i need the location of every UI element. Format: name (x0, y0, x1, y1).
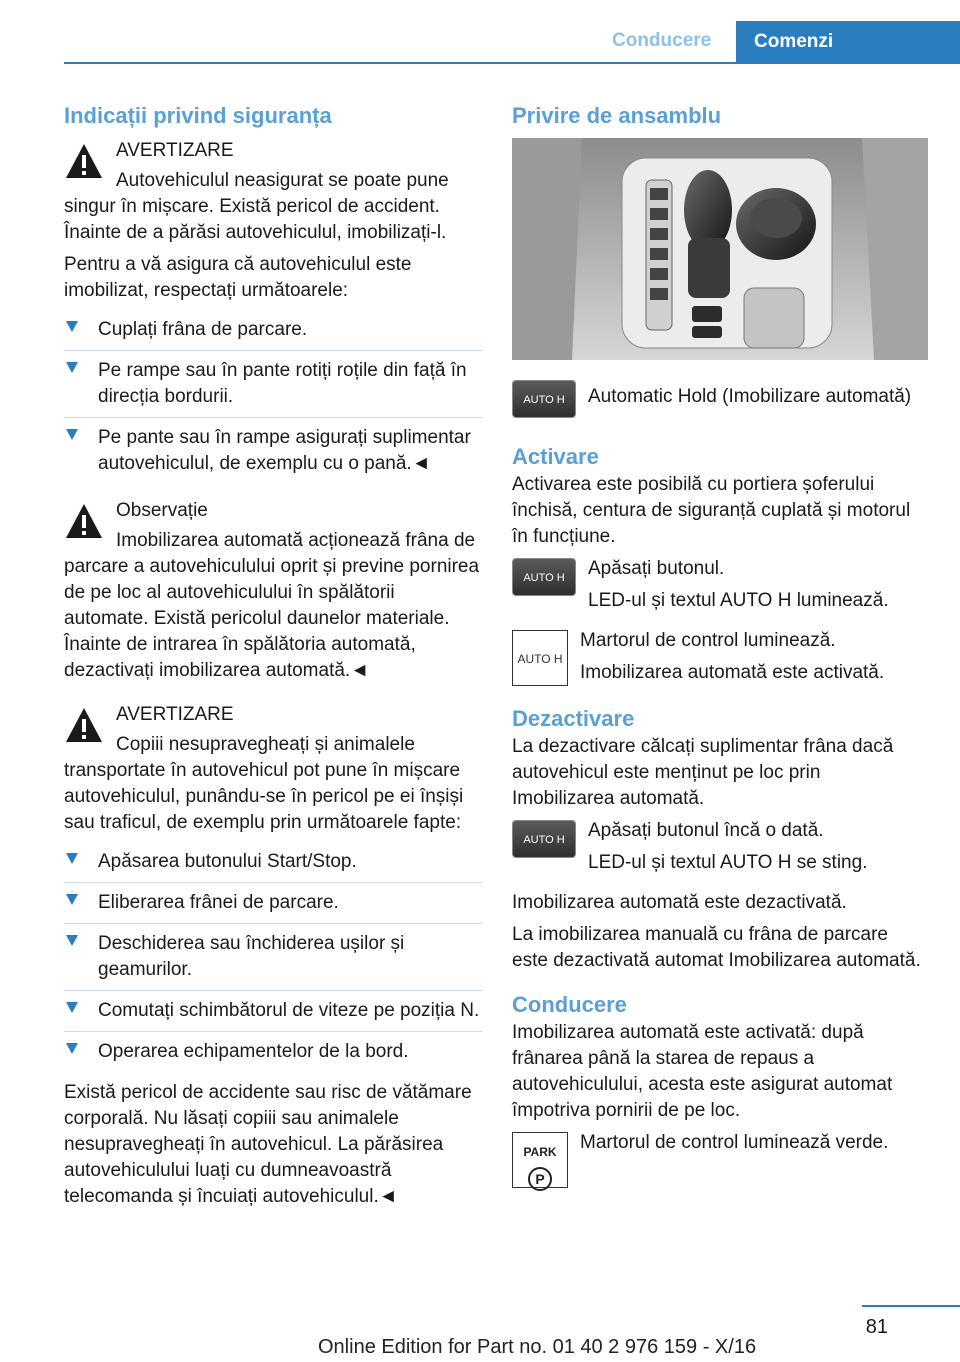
list-item: Apăsarea butonului Start/Stop. (64, 842, 482, 883)
warning-icon (64, 706, 104, 744)
closing-text: Există pericol de accidente sau risc de vătămare corporală. Nu lăsați copiii sau animalele nesupravegheați în autovehicul. La părăsirea autovehiculului luați cu dumneavoastră telecomanda și încuiați autovehiculul.◄ (64, 1082, 472, 1207)
auto-h-button-icon: AUTO H (512, 820, 576, 858)
bullet-icon (66, 1043, 78, 1054)
right-column (512, 100, 928, 1204)
lamp-text: Imobilizarea automată este activată. (580, 662, 885, 683)
bullet-icon (66, 894, 78, 905)
step-text: LED-ul și textul AUTO H se sting. (588, 852, 868, 873)
activate-title: Activare (512, 444, 599, 469)
list-item: Comutați schimbătorul de viteze pe poziția N. (64, 991, 482, 1032)
warning-label: AVERTIZARE (116, 140, 234, 161)
active-tab[interactable]: Comenzi (736, 21, 960, 62)
bullet-icon (66, 429, 78, 440)
lamp-text: Martorul de control luminează verde. (580, 1132, 889, 1153)
console-photo (512, 138, 928, 360)
bullet-icon (66, 935, 78, 946)
page-number: 81 (865, 1316, 888, 1338)
warning-icon (64, 142, 104, 180)
step-text: Apăsați butonul. (588, 558, 725, 579)
edition-footer: Online Edition for Part no. 01 40 2 976 159 - X/16 (318, 1336, 757, 1358)
list-item: Deschiderea sau închiderea ușilor și geamurilor. (64, 924, 482, 991)
activate-lamp-row (512, 628, 928, 688)
list-item: Pe rampe sau în pante rotiți roțile din față în direcția bordurii. (64, 351, 482, 418)
overview-title: Privire de ansamblu (512, 103, 722, 128)
drive-lamp-row (512, 1130, 928, 1190)
bullet-icon (66, 1002, 78, 1013)
drive-text: Imobilizarea automată este activată: după frânarea până la starea de repaus a autovehiculului, acesta este asigurat automat împotriva pornirii de pe loc. (512, 1022, 893, 1121)
step-text: Apăsați butonul încă o dată. (588, 820, 824, 841)
bullet-list-2 (64, 842, 482, 1072)
lamp-text: Martorul de control luminează. (580, 630, 836, 651)
auto-h-button-icon: AUTO H (512, 558, 576, 596)
list-item: Pe pante sau în rampe asigurați suplimentar autovehiculul, de exemplu cu o pană.◄ (64, 418, 482, 484)
list-item: Cuplați frâna de parcare. (64, 310, 482, 351)
warning-icon (64, 502, 104, 540)
left-column (64, 100, 482, 1216)
section-label: Conducere (612, 30, 712, 51)
deactivate-note: La imobilizarea manuală cu frâna de parcare este dezactivată automat Imobilizarea automată. (512, 924, 921, 971)
warning-label: AVERTIZARE (116, 704, 234, 725)
bullet-icon (66, 321, 78, 332)
bullet-icon (66, 853, 78, 864)
bullet-icon (66, 362, 78, 373)
auto-h-button-icon: AUTO H (512, 380, 576, 418)
deactivate-status: Imobilizarea automată este dezactivată. (512, 892, 847, 913)
deactivate-title: Dezactivare (512, 706, 635, 731)
console-illustration (512, 138, 928, 360)
auto-hold-row (512, 378, 928, 426)
activate-text: Activarea este posibilă cu portiera șoferului închisă, centura de siguranță cuplată și motorul în funcțiune. (512, 474, 911, 547)
warning-text: Autovehiculul neasigurat se poate pune singur în mișcare. Există pericol de accident. Înainte de a părăsi autovehiculul, imobilizați-l. (64, 170, 449, 243)
drive-title: Conducere (512, 992, 627, 1017)
warning-block-2 (64, 702, 482, 836)
activate-step-row (512, 556, 928, 614)
deactivate-text: La dezactivare călcați suplimentar frâna dacă autovehicul este menținut pe loc prin Imobilizarea automată. (512, 736, 894, 809)
park-indicator-icon: PARK P (512, 1132, 568, 1188)
list-item: Eliberarea frânei de parcare. (64, 883, 482, 924)
warning-text: Copiii nesupravegheați și animalele transportate în autovehicul pot pune în mișcare autovehiculul, punându-se în pericol pe ei înșiși sau traficul, de exemplu prin următoarele fapte: (64, 734, 464, 833)
bullet-list-1 (64, 310, 482, 484)
step-text: LED-ul și textul AUTO H luminează. (588, 590, 889, 611)
auto-hold-label: Automatic Hold (Imobilizare automată) (588, 386, 912, 407)
intro-text: Pentru a vă asigura că autovehiculul este imobilizat, respectați următoarele: (64, 254, 412, 301)
deactivate-step-row (512, 818, 928, 876)
note-text: Imobilizarea automată acționează frâna de parcare a autovehiculului oprit și previne pornirea de pe loc al autovehiculului în spălătorii automate. Există pericolul daunelor materiale. Înainte de intrarea în spălătoria automată, dezactivați imobilizarea automată.◄ (64, 530, 480, 681)
auto-h-indicator-icon: AUTO H (512, 630, 568, 686)
note-label: Observație (116, 500, 208, 521)
list-item: Operarea echipamentelor de la bord. (64, 1032, 482, 1072)
safety-title: Indicații privind siguranța (64, 103, 332, 128)
note-block (64, 498, 482, 684)
warning-block-1 (64, 138, 482, 246)
footer-divider (862, 1305, 960, 1307)
